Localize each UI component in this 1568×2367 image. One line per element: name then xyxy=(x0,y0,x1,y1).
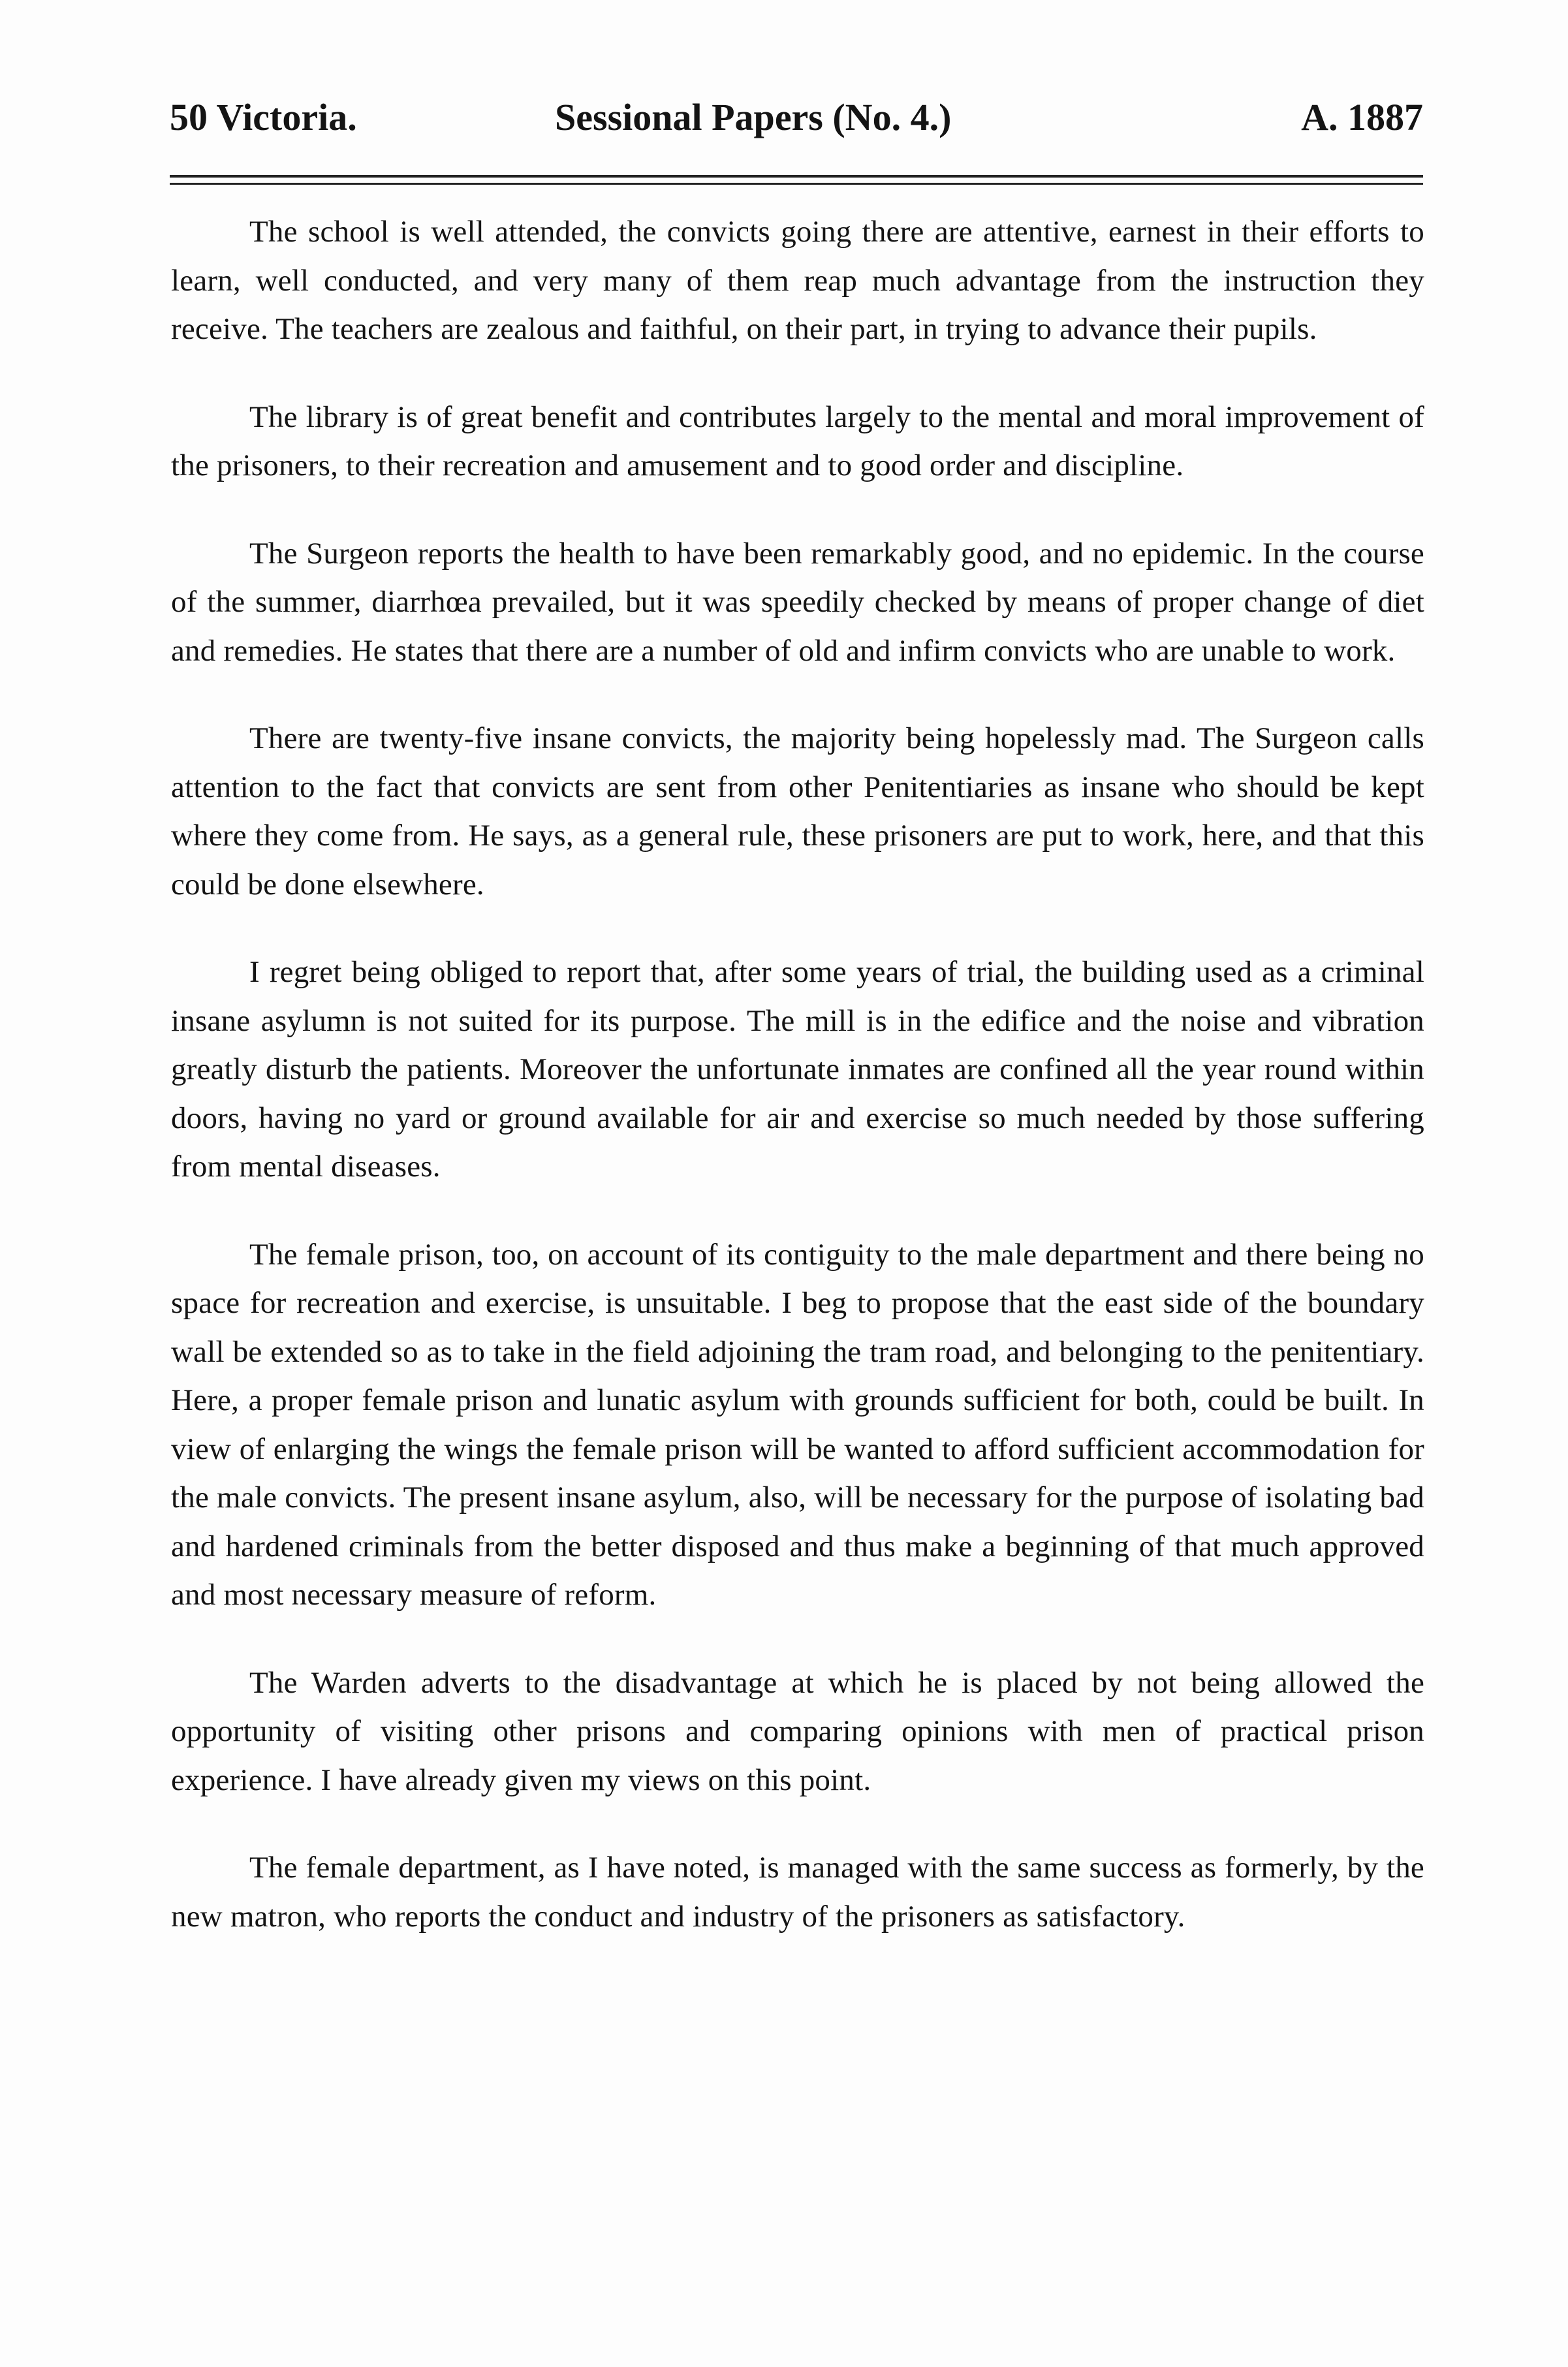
header-year: A. 1887 xyxy=(1301,96,1423,138)
paragraph-warden: The Warden adverts to the disadvantage at which he is placed by not being allowed the opportunity of visiting other prisons and comparing opinions with men of practical prison experience. I have already given my views on this point. xyxy=(171,1665,1424,1797)
report-body xyxy=(171,208,1424,1980)
page-header xyxy=(170,91,1423,144)
header-rule-thick xyxy=(170,175,1423,178)
paragraph-asylum-building: I regret being obliged to report that, after some years of trial, the building used as a criminal insane asylumn is not suited for its purpose. The mill is in the edifice and the noise and vibration greatly disturb the patients. Moreover the unfortunate inmates are confined all the year round within doors, having no yard or ground available for air and exercise so much needed by those suffering from mental diseases. xyxy=(171,955,1424,1184)
header-title: Sessional Papers (No. 4.) xyxy=(555,96,952,138)
paragraph-female-department: The female department, as I have noted, is managed with the same success as formerly, by the new matron, who reports the conduct and industry of the prisoners as satisfactory. xyxy=(171,1851,1424,1934)
header-rule-thin xyxy=(170,183,1423,185)
paragraph-insane-convicts: There are twenty-five insane convicts, the majority being hopelessly mad. The Surgeon calls attention to the fact that convicts are sent from other Penitentiaries as insane who should be kept where they come from. He says, as a general rule, these prisoners are put to work, here, and that this could be done elsewhere. xyxy=(171,721,1424,901)
paragraph-surgeon-health: The Surgeon reports the health to have been remarkably good, and no epidemic. In the course of the summer, diarrhœa prevailed, but it was speedily checked by means of proper change of diet and remedies. He states that there are a number of old and infirm convicts who are unable to work. xyxy=(171,536,1424,668)
paragraph-female-prison: The female prison, too, on account of its contiguity to the male department and there being no space for recreation and exercise, is unsuitable. I beg to propose that the east side of the boundary wall be extended so as to take in the field adjoining the tram road, and belonging to the penitentiary. Here, a proper female prison and lunatic asylum with grounds sufficient for both, could be built. In view of enlarging the wings the female prison will be wanted to afford sufficient accommodation for the male convicts. The present insane asylum, also, will be necessary for the purpose of isolating bad and hardened criminals from the better disposed and thus make a beginning of that much approved and most necessary measure of reform. xyxy=(171,1237,1424,1612)
paragraph-school: The school is well attended, the convicts going there are attentive, earnest in their efforts to learn, well conducted, and very many of them reap much advantage from the instruction they receive. The teachers are zealous and faithful, on their part, in trying to advance their pupils. xyxy=(171,215,1424,346)
header-session: 50 Victoria. xyxy=(170,96,357,138)
paragraph-library: The library is of great benefit and contributes largely to the mental and moral improvement of the prisoners, to their recreation and amusement and to good order and discipline. xyxy=(171,400,1424,482)
